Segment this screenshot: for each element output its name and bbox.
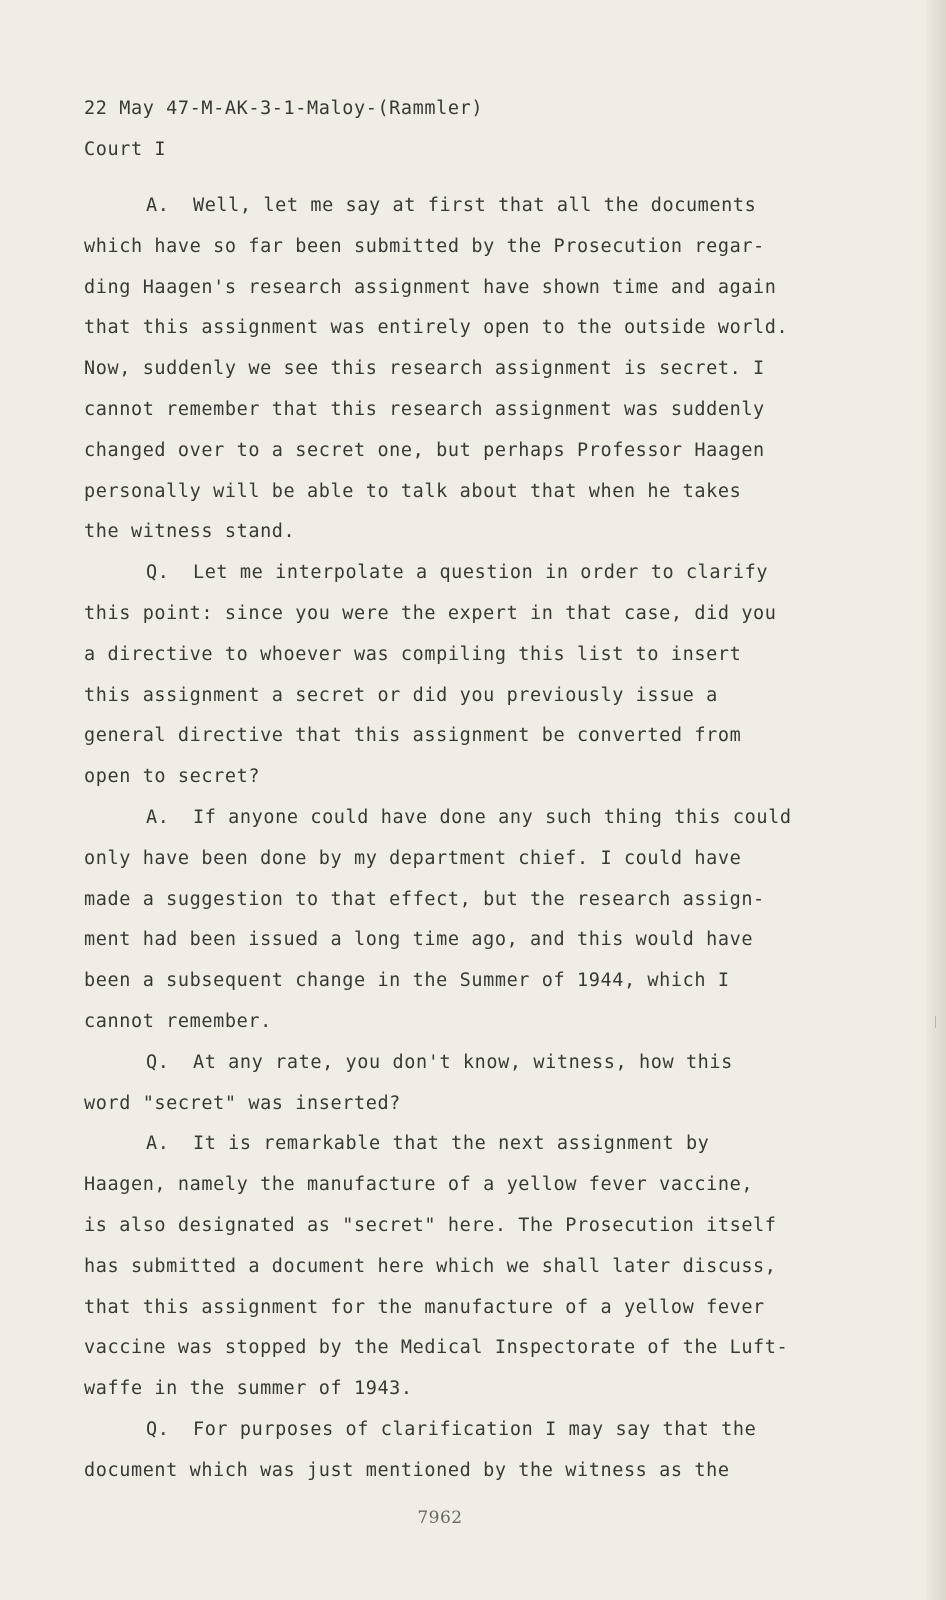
transcript-line: this assignment a secret or did you previously issue a [84,684,718,706]
transcript-line: Q. Let me interpolate a question in order to clarify [146,562,769,584]
transcript-line: general directive that this assignment be converted from [84,725,742,747]
transcript-line: that this assignment for the manufacture of a yellow fever [84,1296,765,1318]
transcript-line: Q. At any rate, you don't know, witness, how this [146,1051,733,1073]
page-edge [926,0,946,1600]
transcript-line: changed over to a secret one, but perhaps Professor Haagen [84,439,765,461]
transcript-line: made a suggestion to that effect, but the research assign- [84,888,765,910]
transcript-line: this point: since you were the expert in that case, did you [84,602,777,624]
transcript-line: the witness stand. [84,521,296,543]
transcript-line: vaccine was stopped by the Medical Inspectorate of the Luft- [84,1337,789,1359]
margin-mark [935,1016,936,1028]
transcript-line: A. If anyone could have done any such thing this could [146,806,792,828]
page-header [84,88,483,170]
transcript-line: waffe in the summer of 1943. [84,1378,413,1400]
transcript-line: only have been done by my department chief. I could have [84,847,742,869]
transcript-line: open to secret? [84,766,261,788]
transcript-line: ment had been issued a long time ago, and this would have [84,929,754,951]
session-line: 22 May 47-M-AK-3-1-Maloy-(Rammler) [84,98,484,119]
transcript-line: cannot remember that this research assignment was suddenly [84,398,765,420]
transcript-line: A. Well, let me say at first that all the documents [146,195,757,216]
transcript-line: has submitted a document here which we shall later discuss, [84,1255,777,1277]
transcript-line: ding Haagen's research assignment have shown time and again [84,276,777,298]
transcript-line: been a subsequent change in the Summer of 1944, which I [84,970,730,992]
page-number: 7962 [417,1508,463,1528]
transcript-line: Haagen, namely the manufacture of a yellow fever vaccine, [84,1174,754,1196]
transcript-line: A. It is remarkable that the next assignment by [146,1133,710,1155]
transcript-line: word "secret" was inserted? [84,1092,401,1114]
transcript-line: document which was just mentioned by the witness as the [84,1459,730,1481]
transcript-line: which have so far been submitted by the Prosecution regar- [84,235,765,257]
transcript-line: Now, suddenly we see this research assignment is secret. I [84,358,765,380]
transcript-body [84,186,844,1492]
transcript-line: cannot remember. [84,1010,272,1032]
transcript-line: is also designated as "secret" here. The Prosecution itself [84,1214,777,1236]
transcript-line: that this assignment was entirely open to the outside world. [84,317,789,339]
transcript-line: Q. For purposes of clarification I may say that the [146,1418,757,1440]
transcript-line: personally will be able to talk about that when he takes [84,480,742,502]
transcript-line: a directive to whoever was compiling this list to insert [84,643,742,665]
court-label: Court I [84,139,167,160]
